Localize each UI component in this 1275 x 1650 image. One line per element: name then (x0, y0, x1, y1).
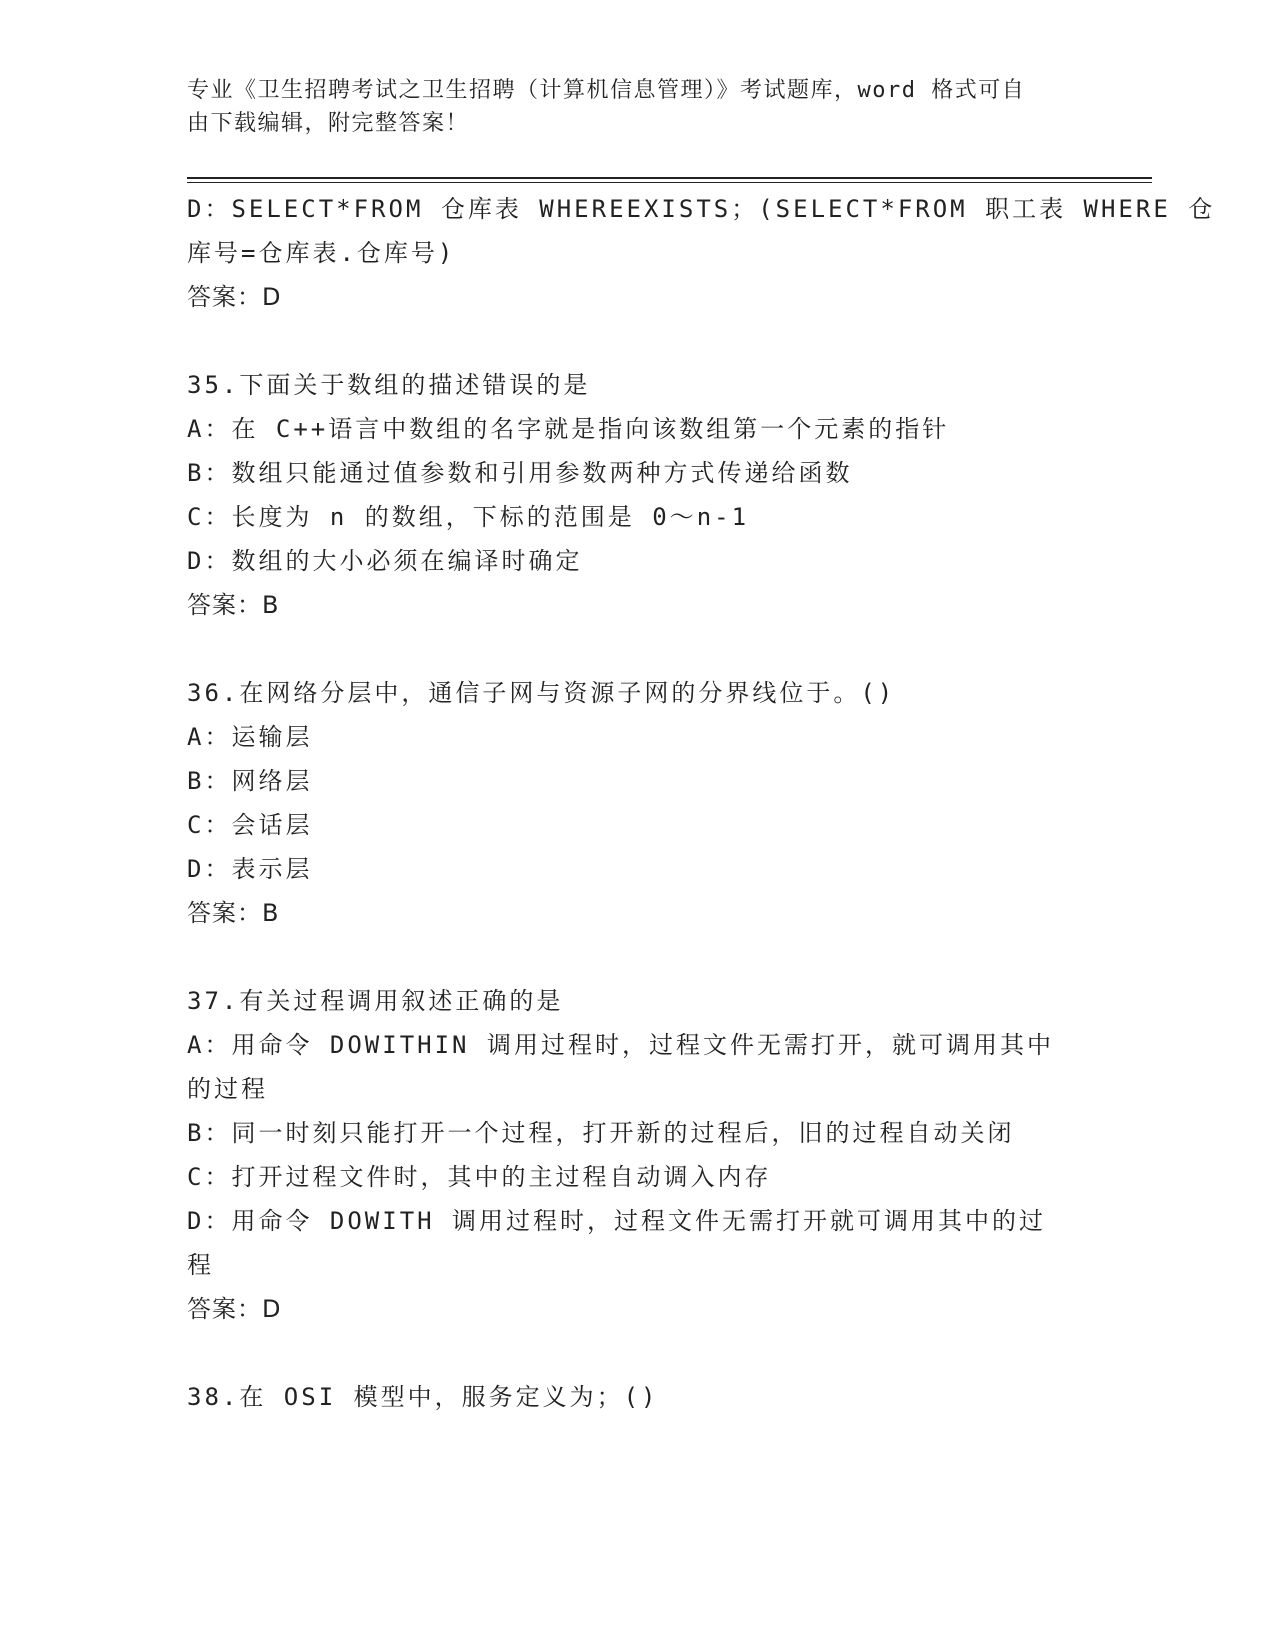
q34-option-d-line-2: 库号=仓库表.仓库号) (187, 239, 456, 267)
q35-option-b: B：数组只能通过值参数和引用参数两种方式传递给函数 (187, 459, 853, 487)
header-line-1: 专业《卫生招聘考试之卫生招聘（计算机信息管理）》考试题库，word 格式可自 (187, 78, 1026, 103)
q37-option-c: C：打开过程文件时，其中的主过程自动调入内存 (187, 1163, 772, 1191)
q37-option-a-line-1: A：用命令 DOWITHIN 调用过程时，过程文件无需打开，就可调用其中 (187, 1031, 1054, 1059)
q38-question: 38.在 OSI 模型中，服务定义为；() (187, 1383, 659, 1411)
q34-option-d-line-1: D：SELECT*FROM 仓库表 WHEREEXISTS；(SELECT*FROM 职工表 WHERE 仓 (187, 195, 1216, 223)
q34-answer: 答案：D (187, 283, 282, 311)
q35-question: 35.下面关于数组的描述错误的是 (187, 371, 591, 399)
q35-answer: 答案：B (187, 591, 280, 619)
q35-option-a: A：在 C++语言中数组的名字就是指向该数组第一个元素的指针 (187, 415, 950, 443)
q37-option-a-line-2: 的过程 (187, 1075, 268, 1103)
q37-option-b: B：同一时刻只能打开一个过程，打开新的过程后，旧的过程自动关闭 (187, 1119, 1015, 1147)
q35-option-c: C：长度为 n 的数组，下标的范围是 0～n-1 (187, 503, 750, 531)
q36-option-c: C：会话层 (187, 811, 313, 839)
q37-option-d-line-2: 程 (187, 1251, 214, 1279)
q37-option-d-line-1: D：用命令 DOWITH 调用过程时，过程文件无需打开就可调用其中的过 (187, 1207, 1047, 1235)
document-header (187, 74, 1067, 140)
q36-answer: 答案：B (187, 899, 280, 927)
q35-option-d: D：数组的大小必须在编译时确定 (187, 547, 583, 575)
q36-option-d: D：表示层 (187, 855, 313, 883)
header-divider-thick (187, 177, 1152, 179)
q36-question: 36.在网络分层中，通信子网与资源子网的分界线位于。() (187, 679, 896, 707)
header-divider-thin (187, 182, 1152, 183)
q37-answer: 答案：D (187, 1295, 282, 1323)
q37-question: 37.有关过程调用叙述正确的是 (187, 987, 564, 1015)
q36-option-b: B：网络层 (187, 767, 313, 795)
q36-option-a: A：运输层 (187, 723, 313, 751)
header-line-2: 由下载编辑，附完整答案！ (187, 111, 470, 136)
